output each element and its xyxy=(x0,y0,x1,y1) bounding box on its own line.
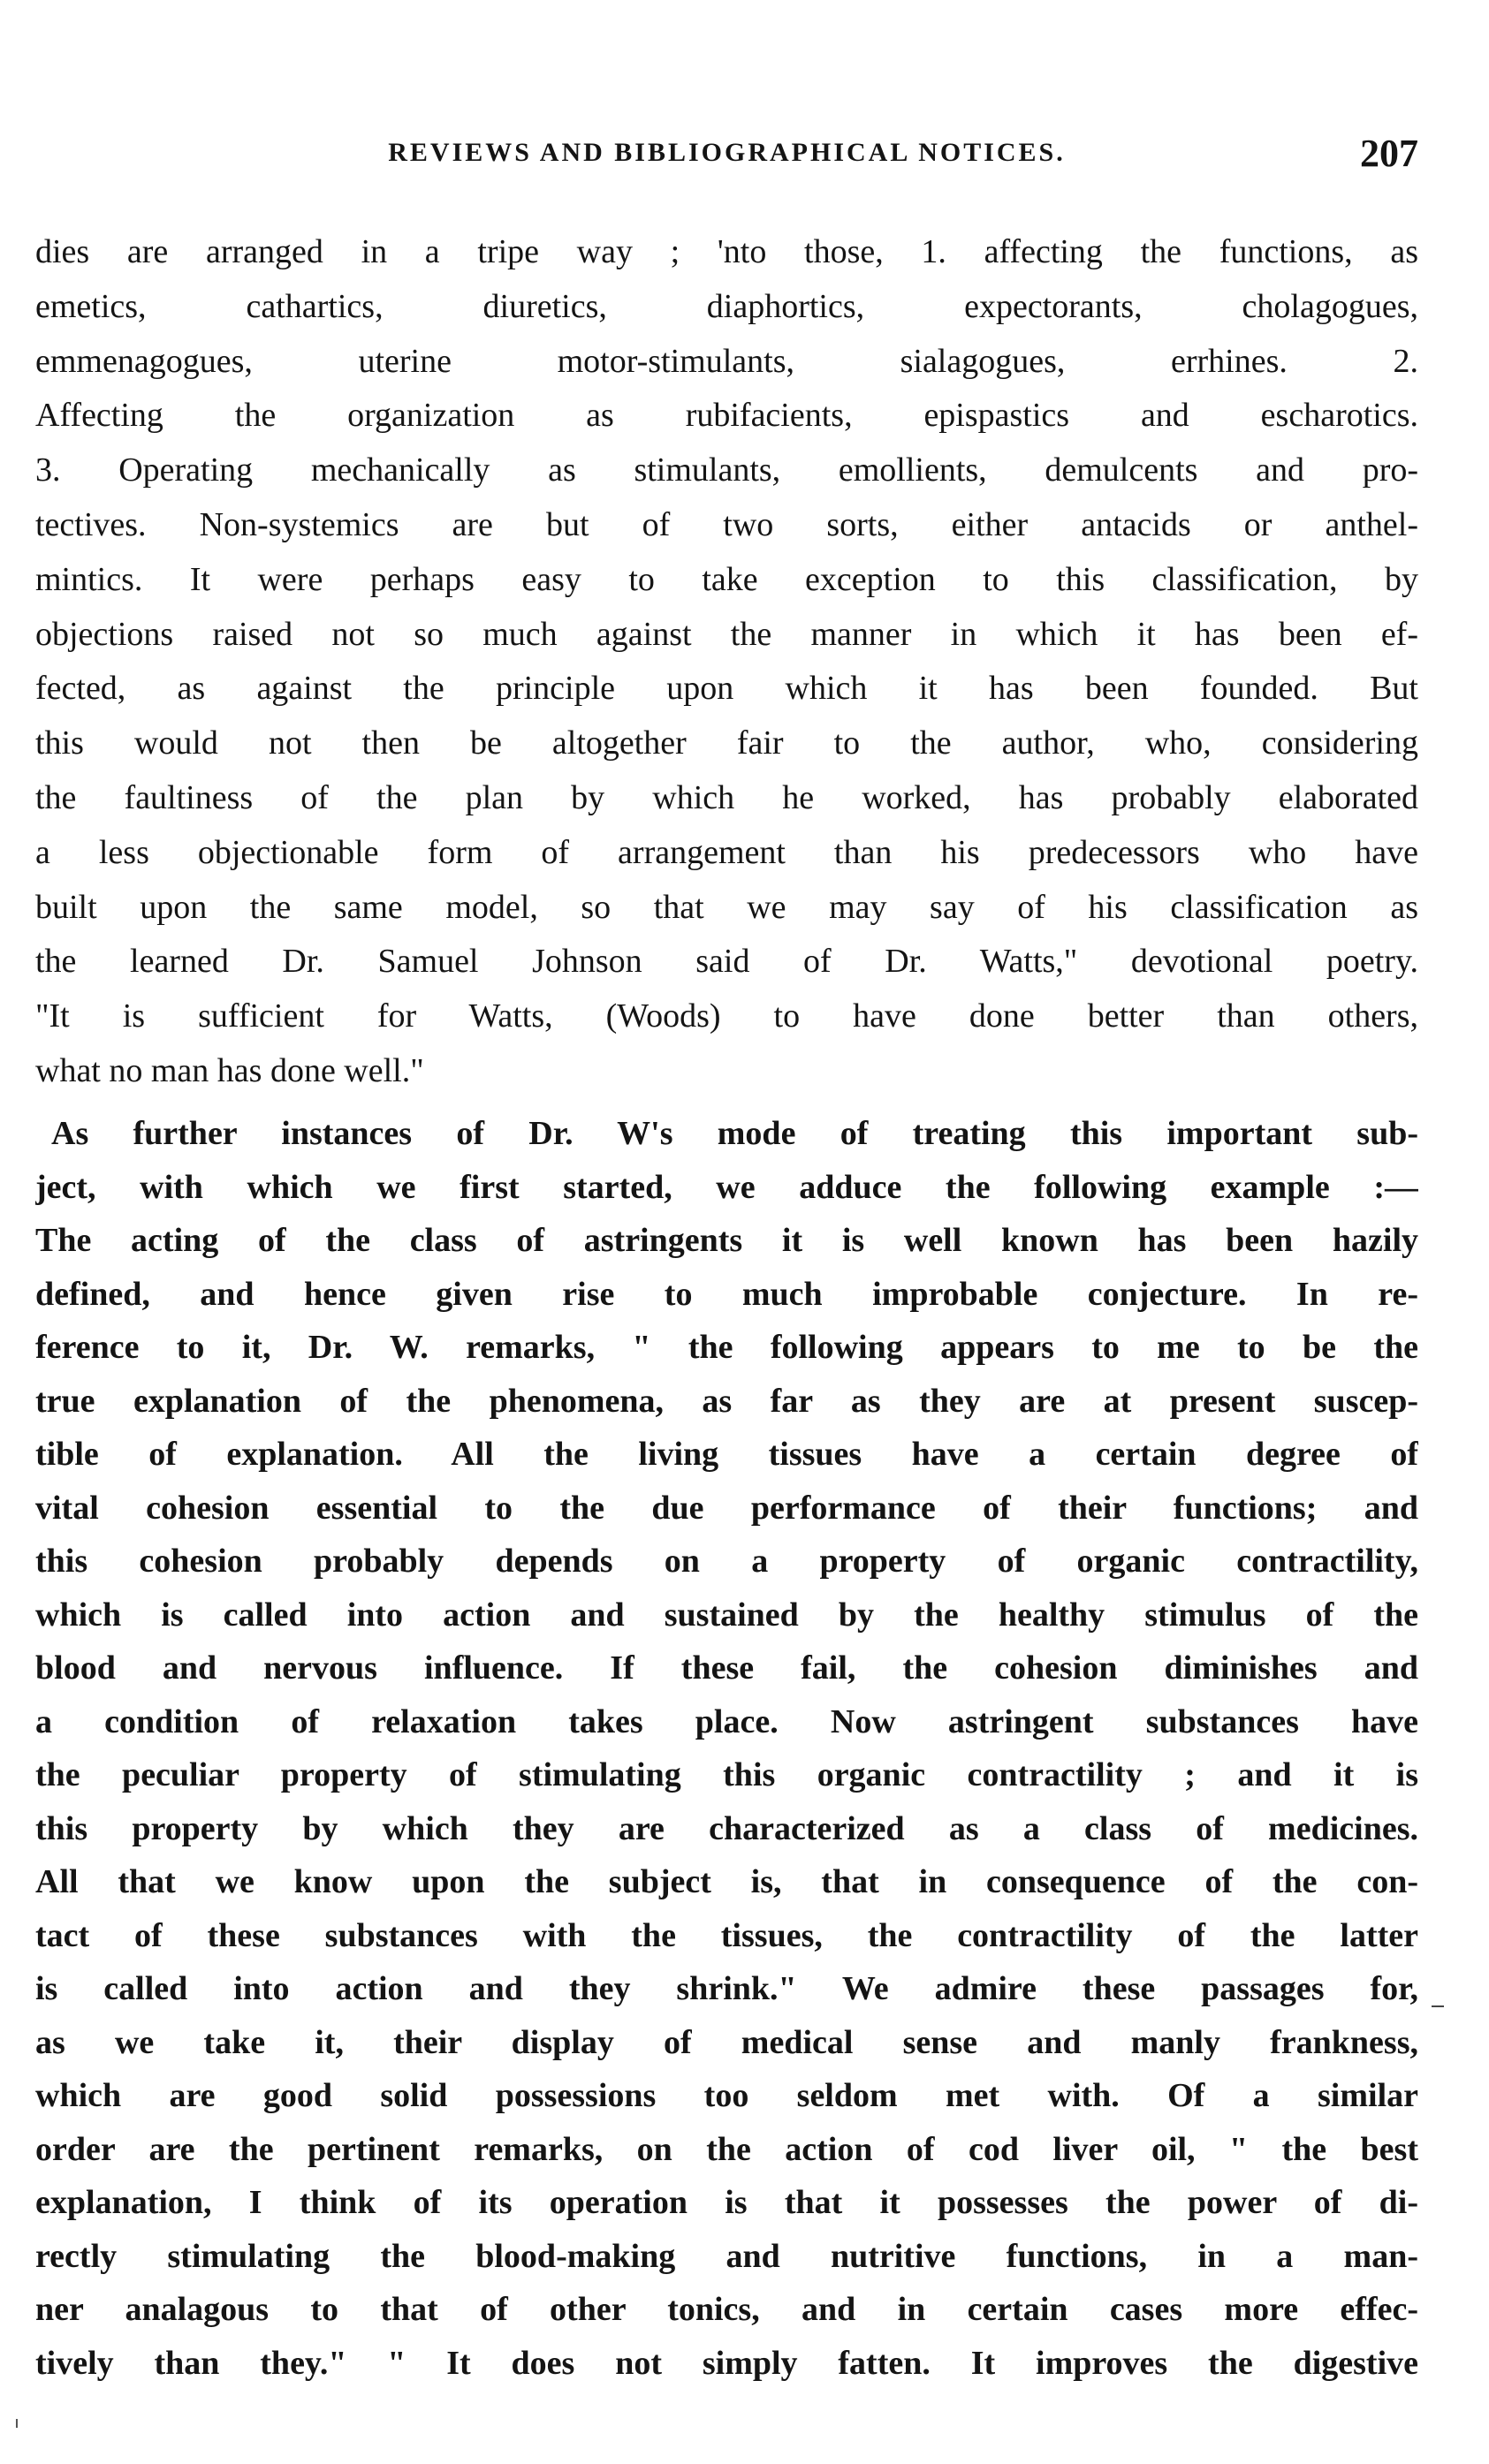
text-line: the peculiar property of stimulating this organic contractility ; and it is xyxy=(35,1756,1418,1793)
text-line: which are good solid possessions too seldom met with. Of a similar xyxy=(35,2077,1418,2114)
text-line: defined, and hence given rise to much improbable conjecture. In re- xyxy=(35,1275,1418,1313)
text-line: The acting of the class of astringents it is well known has been hazily xyxy=(35,1222,1418,1259)
text-line: rectly stimulating the blood-making and nutritive functions, in a man- xyxy=(35,2237,1418,2275)
running-title: REVIEWS AND BIBLIOGRAPHICAL NOTICES. xyxy=(388,138,1066,167)
text-line: All that we know upon the subject is, that in consequence of the con- xyxy=(35,1863,1418,1900)
text-line: objections raised not so much against the manner in which it has been ef- xyxy=(35,615,1418,653)
text-line: built upon the same model, so that we may say of his classification as xyxy=(35,888,1418,926)
text-line: dies are arranged in a tripe way ; 'nto those, 1. affecting the functions, as xyxy=(35,233,1418,270)
text-line: this property by which they are characterized as a class of medicines. xyxy=(35,1809,1418,1847)
text-line: Affecting the organization as rubifacients, epispastics and escharotics. xyxy=(35,397,1418,435)
text-line: tectives. Non-systemics are but of two sorts, either antacids or anthel- xyxy=(35,505,1418,543)
text-line: fected, as against the principle upon which it has been founded. But xyxy=(35,670,1418,708)
text-line: what no man has done well." xyxy=(35,1051,424,1089)
print-artifact xyxy=(16,2419,18,2428)
running-head xyxy=(35,131,1418,184)
text-line: ner analagous to that of other tonics, and in certain cases more effec- xyxy=(35,2291,1418,2328)
text-line: the learned Dr. Samuel Johnson said of Dr. Watts," devotional poetry. xyxy=(35,943,1418,981)
paragraph-2 xyxy=(35,1107,1418,2390)
text-line: "It is sufficient for Watts, (Woods) to have done better than others, xyxy=(35,997,1418,1035)
text-line: mintics. It were perhaps easy to take exception to this classification, by xyxy=(35,560,1418,598)
text-line: order are the pertinent remarks, on the action of cod liver oil, " the best xyxy=(35,2130,1418,2168)
text-line: ference to it, Dr. W. remarks, " the following appears to me to be the xyxy=(35,1329,1418,1366)
text-line: As further instances of Dr. W's mode of treating this important sub- xyxy=(51,1115,1418,1152)
paragraph-1 xyxy=(35,225,1418,1099)
text-line: is called into action and they shrink." We admire these passages for, xyxy=(35,1970,1418,2007)
text-line: blood and nervous influence. If these fail, the cohesion diminishes and xyxy=(35,1649,1418,1687)
text-line: as we take it, their display of medical sense and manly frankness, xyxy=(35,2023,1418,2061)
text-line: this would not then be altogether fair to the author, who, considering xyxy=(35,724,1418,762)
text-line: emetics, cathartics, diuretics, diaphortics, expectorants, cholagogues, xyxy=(35,287,1418,325)
text-line: explanation, I think of its operation is that it possesses the power of di- xyxy=(35,2184,1418,2221)
text-line: emmenagogues, uterine motor-stimulants, sialagogues, errhines. 2. xyxy=(35,342,1418,380)
text-line: the faultiness of the plan by which he worked, has probably elaborated xyxy=(35,778,1418,816)
text-line: this cohesion probably depends on a property of organic contractility, xyxy=(35,1543,1418,1580)
text-line: true explanation of the phenomena, as far as they are at present suscep- xyxy=(35,1382,1418,1420)
text-line: which is called into action and sustained by the healthy stimulus of the xyxy=(35,1596,1418,1634)
text-line: tively than they." " It does not simply fatten. It improves the digestive xyxy=(35,2344,1418,2382)
text-line: tible of explanation. All the living tissues have a certain degree of xyxy=(35,1436,1418,1473)
text-line: a condition of relaxation takes place. Now astringent substances have xyxy=(35,1702,1418,1740)
text-line: ject, with which we first started, we adduce the following example :— xyxy=(35,1168,1418,1206)
text-line: tact of these substances with the tissues, the contractility of the latter xyxy=(35,1916,1418,1954)
text-line: vital cohesion essential to the due performance of their functions; and xyxy=(35,1489,1418,1527)
print-artifact xyxy=(1432,2005,1444,2007)
text-line: a less objectionable form of arrangement than his predecessors who have xyxy=(35,833,1418,871)
text-line: 3. Operating mechanically as stimulants, emollients, demulcents and pro- xyxy=(35,451,1418,489)
page-number: 207 xyxy=(1360,132,1418,175)
